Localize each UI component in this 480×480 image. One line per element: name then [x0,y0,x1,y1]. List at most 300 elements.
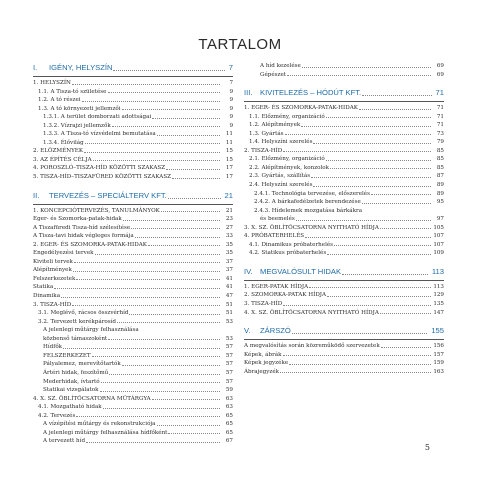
toc-entry[interactable] [33,369,233,378]
toc-entry[interactable] [33,343,233,352]
toc-entry-page-number: 9 [229,97,233,104]
dot-leader [76,279,220,280]
dot-leader [63,348,220,349]
toc-entry[interactable] [33,292,233,301]
toc-entry[interactable] [244,342,444,351]
dot-leader [168,433,220,434]
chapter-title: TERVEZÉS – SPECIÁLTERV KFT. [49,190,167,200]
dot-leader [109,374,220,375]
toc-entry-page-number: 7 [229,80,233,86]
toc-entry-title: Engedélyezési tervek [33,250,94,257]
toc-chapter-heading[interactable] [244,87,444,98]
toc-entry-title: 4.1. Dinamikus próbaterhelés [249,241,334,248]
dot-leader [108,339,220,340]
dot-leader [122,365,220,366]
toc-entry-title: 2.4.1. Technológia tervezése, előszerelés [254,190,370,197]
dot-leader [93,160,220,161]
toc-entry-page-number: 57 [225,369,233,376]
toc-entry-page-number: 15 [225,156,233,163]
dot-leader [152,118,220,119]
toc-entry-title: 1.1. Előzmény, organizáció [249,113,325,120]
toc-entry[interactable] [244,138,444,147]
dot-leader [74,262,220,263]
toc-entry-page-number: 57 [225,352,233,359]
dot-leader [334,245,431,246]
dot-leader [287,75,431,76]
dot-leader [296,220,431,221]
toc-entry-title: 1.3.3. A Tisza-tó vízvédelmi bemutatása [43,131,156,138]
toc-entry-page-number: 17 [225,174,233,181]
toc-entry[interactable] [244,224,444,233]
toc-entry-page-number: 65 [225,421,233,428]
toc-entry-title: 3. TISZA-HÍD [33,301,72,308]
toc-entry[interactable] [33,378,233,387]
dot-leader [289,364,431,365]
toc-entry-title: 2. TISZA-HÍD [244,147,283,154]
toc-entry-page-number: 71 [436,113,444,120]
toc-entry[interactable] [33,79,233,88]
toc-entry[interactable] [244,215,444,224]
toc-entry[interactable] [33,335,233,344]
chapter-number: IV. [244,266,253,276]
toc-entry[interactable] [33,412,233,421]
toc-entry-page-number: 95 [436,199,444,206]
toc-left-column [33,62,233,446]
toc-entry-page-number: 57 [225,378,233,385]
toc-entry-page-number: 21 [225,207,233,214]
toc-entry-title: Képek, ábrák [244,351,282,358]
chapter-divider [244,101,444,102]
toc-entry-title: FELSZERKEZET [43,352,91,359]
toc-entry-title: Eger- és Szomorka-patak-hidak [33,216,122,223]
toc-entry-title: 2. ELŐZMÉNYEK [33,148,84,155]
chapter-number: V. [244,326,251,336]
section-spacer [244,79,444,87]
toc-entry-title: közbenső támaszoként [43,335,108,342]
toc-entry-page-number: 107 [433,241,444,248]
chapter-divider [33,204,233,205]
dot-leader [311,177,431,178]
toc-entry-page-number: 9 [229,122,233,129]
chapter-page-number: 155 [431,326,444,336]
toc-entry-page-number: 27 [225,224,233,231]
toc-entry-page-number: 35 [225,241,233,248]
dot-leader [301,126,431,127]
toc-entry-title: 1.1. A Tisza-tó születése [38,88,107,95]
toc-entry[interactable] [244,207,444,216]
toc-entry-title: A Tisza-tavi hidak végleges formája [33,233,134,240]
toc-entry-page-number: 97 [436,216,444,223]
dot-leader [166,169,220,170]
toc-entry[interactable] [33,266,233,275]
dot-leader [326,160,431,161]
dot-leader [129,314,220,315]
dot-leader [326,117,431,118]
section-spacer [33,182,233,190]
chapter-page-number: 7 [228,63,233,72]
toc-entry-page-number: 73 [436,130,444,137]
toc-entry-title: 1. EGER-PATAK HÍDJA [244,283,309,290]
toc-right-column [244,62,444,376]
dot-leader [123,220,220,221]
toc-entry[interactable] [33,360,233,369]
dot-leader [283,355,432,356]
dot-leader [152,399,220,400]
dot-leader [161,211,220,212]
toc-entry[interactable] [244,71,444,80]
dot-leader [112,126,220,127]
toc-entry-page-number: 71 [436,105,444,112]
toc-entry-title: Dinamika [33,293,61,300]
toc-entry-title: 1. HELYSZÍN [33,80,71,86]
toc-entry-title: 2.3. Gyártás, szállítás [249,173,311,180]
toc-entry[interactable] [33,275,233,284]
chapter-title: MEGVALÓSULT HIDAK [260,266,342,276]
dot-leader [313,186,431,187]
toc-entry-page-number: 9 [229,88,233,95]
toc-entry[interactable] [244,121,444,130]
dot-leader [54,288,220,289]
toc-entry-page-number: 41 [225,275,233,282]
toc-entry-page-number: 11 [225,131,233,138]
toc-entry[interactable] [244,113,444,122]
toc-entry-title: 2. EGER- ÉS SZOMORKA-PATAK-HIDAK [33,241,147,248]
toc-entry-title: 3. TISZA-HÍD [244,301,283,308]
dot-leader [113,70,224,71]
toc-entry[interactable] [33,309,233,318]
chapter-title: KIVITELEZÉS – HÓDÚT KFT. [260,88,362,98]
toc-entry-page-number: 37 [225,267,233,274]
dot-leader [342,274,428,275]
dot-leader [61,297,220,298]
toc-entry-title: 1.2. A tó részei [38,97,81,104]
toc-entry-title: Képek jegyzéke [244,360,289,367]
toc-entry-title: A vízépítési műtárgy és rekonstrukciója [43,421,156,428]
toc-entry-page-number: 135 [433,301,444,308]
toc-entry-title: 2.4.2. A bárkafedélzetek berendezése [254,199,361,206]
toc-entry-title: 3. X. SZ. ÖBLÍTŐCSATORNA NYITHATÓ HÍDJA [244,224,379,231]
toc-entry[interactable] [33,173,233,182]
toc-entry-title: 3.2. Tervezett kerékpárosíd [38,318,117,325]
toc-chapter-heading[interactable] [244,325,444,336]
toc-entry-page-number: 89 [436,190,444,197]
dot-leader [168,198,221,199]
dot-leader [283,151,431,152]
page-number: 5 [424,443,430,452]
toc-entry[interactable] [33,147,233,156]
toc-entry[interactable] [244,164,444,173]
toc-entry-page-number: 53 [225,335,233,342]
toc-entry[interactable] [244,241,444,250]
toc-entry[interactable] [33,352,233,361]
section-spacer [244,258,444,266]
toc-entry-page-number: 156 [433,343,444,350]
toc-entry[interactable] [33,96,233,105]
toc-entry-title: 2.4. Helyszíni szerelés [249,182,313,189]
chapter-page-number: 113 [431,266,444,276]
toc-entry-title: Hídfők [43,344,63,351]
toc-entry[interactable] [33,241,233,250]
dot-leader [362,95,431,96]
toc-entry-title: A jelenlegi műtárgy felhasználása [43,327,139,334]
toc-entry[interactable] [33,113,233,122]
toc-entry[interactable] [244,130,444,139]
toc-entry-title: Statika [33,284,54,291]
toc-entry[interactable] [33,139,233,148]
toc-entry-title: 1.4. Helyszíni szerelés [249,139,313,146]
toc-entry-title: Mederhidak, ívtartó [43,378,100,385]
toc-entry-title: Alépítmények [33,267,72,274]
dot-leader [362,203,431,204]
toc-entry[interactable] [244,368,444,377]
toc-entry[interactable] [244,309,444,318]
toc-entry[interactable] [244,147,444,156]
toc-entry-title: 1.3. A tó környezeti jellemzői [38,105,121,112]
toc-entry[interactable] [33,105,233,114]
toc-chapter-heading[interactable] [33,190,233,201]
chapter-number: I. [33,63,38,72]
toc-entry-page-number: 113 [433,283,444,290]
toc-entry-page-number: 63 [225,404,233,411]
toc-entry-title: 2.2. Alépítmények, konzolok [249,164,330,171]
toc-entry-title: Ábrajegyzék [244,368,280,375]
toc-entry-title: Gépészet [260,71,287,78]
toc-entry[interactable] [33,326,233,335]
toc-entry[interactable] [33,164,233,173]
chapter-number: II. [33,190,40,200]
dot-leader [148,245,220,246]
toc-entry-title: 2.1. Előzmény, organizáció [249,156,325,163]
toc-entry-page-number: 35 [225,250,233,257]
dot-leader [327,296,431,297]
toc-entry-title: 3.1. Meglévő, rácsos összvérhíd [38,310,129,317]
toc-entry-title: 4. X. SZ. ÖBLÍTŐCSATORNA NYITHATÓ HÍDJA [244,309,379,316]
toc-entry[interactable] [244,232,444,241]
toc-entry-title: 4.2. Tervezés [38,412,76,419]
toc-entry-page-number: 47 [225,293,233,300]
dot-leader [283,305,431,306]
dot-leader [157,135,220,136]
toc-entry[interactable] [244,181,444,190]
toc-entry-page-number: 51 [225,301,233,308]
toc-entry[interactable] [33,429,233,438]
toc-entry-page-number: 41 [225,284,233,291]
toc-entry-title: 4. X. SZ. ÖBLÍTŐCSATORNA MŰTÁRGYA [33,395,151,402]
dot-leader [292,333,428,334]
toc-entry-page-number: 11 [225,139,233,146]
dot-leader [131,228,220,229]
toc-entry-title: 4. PRÓBATERHELÉS [244,233,305,240]
toc-entry-page-number: 85 [436,164,444,171]
toc-entry-title: 1.2. Alépítmények [249,122,301,129]
toc-entry-title: 1.3.4. Élővilág [43,139,84,146]
toc-entry-title: Felszerkezetek [33,275,76,282]
dot-leader [381,347,431,348]
toc-entry[interactable] [244,300,444,309]
toc-entry-title: A megvalósítás során közreműködő szervezetek [244,343,380,350]
dot-leader [285,134,431,135]
dot-leader [371,194,431,195]
toc-entry-title: 1.3. Gyártás [249,130,284,137]
toc-entry-page-number: 65 [225,412,233,419]
dot-leader [103,408,220,409]
toc-entry-page-number: 107 [433,233,444,240]
toc-entry-title: 5. TISZA-HÍD–TISZAFÜRED KÖZÖTTI SZAKASZ [33,174,172,181]
toc-entry[interactable] [33,249,233,258]
dot-leader [359,109,431,110]
toc-entry[interactable] [33,386,233,395]
toc-entry-page-number: 85 [436,156,444,163]
toc-entry-title: 1. EGER- ÉS SZOMORKA-PATAK-HIDAK [244,105,358,112]
dot-leader [73,271,220,272]
toc-entry-title: Kiviteli tervek [33,258,73,265]
toc-entry-title: 4.2. Statikus próbaterhelés [249,250,327,257]
toc-entry-page-number: 69 [436,63,444,69]
toc-entry-page-number: 67 [225,438,233,445]
dot-leader [76,416,220,417]
toc-entry-title: 4.1. Mozgatható hidak [38,404,102,411]
toc-entry[interactable] [244,291,444,300]
dot-leader [330,168,431,169]
toc-entry-title: 2.4.3. Hídelemek mozgatása bárkákra [254,207,363,214]
toc-entry-title: 2. SZOMORKA-PATAK HÍDJA [244,292,327,299]
dot-leader [108,92,221,93]
toc-entry-page-number: 9 [229,114,233,121]
toc-entry[interactable] [244,283,444,292]
toc-entry-title: 1.3.2. Vízrajzi jellemzők [43,122,111,129]
toc-entry-title: A híd kezelése [260,63,301,69]
dot-leader [327,254,431,255]
section-spacer [244,317,444,325]
toc-entry[interactable] [33,437,233,446]
toc-entry-page-number: 79 [436,139,444,146]
toc-entry[interactable] [33,207,233,216]
toc-entry[interactable] [33,224,233,233]
toc-entry[interactable] [33,232,233,241]
dot-leader [313,143,431,144]
dot-leader [280,372,431,373]
toc-entry-title: Pályalemez, merevítőtartók [43,361,121,368]
toc-entry[interactable] [244,172,444,181]
dot-leader [72,305,220,306]
toc-entry[interactable] [33,301,233,310]
toc-entry-title: A Tiszafüredi Tisza-híd szélesítése [33,224,131,231]
dot-leader [100,391,220,392]
toc-entry-title: 3. AZ ÉPÍTÉS CÉLJA [33,156,92,163]
chapter-page-number: 21 [224,190,233,200]
toc-entry-page-number: 105 [433,224,444,231]
toc-entry[interactable] [33,156,233,165]
dot-leader [72,84,220,85]
chapter-divider [244,339,444,340]
toc-entry-page-number: 69 [436,71,444,78]
toc-entry-page-number: 163 [433,368,444,375]
toc-entry-page-number: 147 [433,309,444,316]
toc-entry-title: Ártéri hidak, feszítőmű [43,369,109,376]
chapter-page-number: 71 [435,88,444,98]
dot-leader [122,109,220,110]
chapter-number: III. [244,88,253,98]
toc-entry-title: 1.3.1. A terület domborzati adottságai [43,114,152,121]
toc-entry-page-number: 109 [433,250,444,257]
toc-entry-page-number: 63 [225,395,233,402]
dot-leader [380,313,431,314]
dot-leader [95,254,220,255]
toc-entry-page-number: 71 [436,122,444,129]
toc-entry-page-number: 85 [436,147,444,154]
toc-entry[interactable] [33,88,233,97]
toc-entry[interactable] [244,359,444,368]
chapter-title: ZÁRSZÓ [260,326,291,336]
dot-leader [135,237,220,238]
dot-leader [380,228,431,229]
dot-leader [86,442,220,443]
toc-entry-page-number: 89 [436,182,444,189]
toc-entry[interactable] [244,198,444,207]
dot-leader [92,356,220,357]
toc-entry-page-number: 57 [225,344,233,351]
toc-entry-page-number: 59 [225,387,233,394]
toc-entry-page-number: 65 [225,429,233,436]
toc-entry-title: A tervezett híd [43,438,86,445]
toc-entry-page-number: 157 [433,351,444,358]
toc-entry[interactable] [33,403,233,412]
toc-entry-title: és beemelés [260,216,295,223]
dot-leader [305,237,431,238]
dot-leader [172,178,220,179]
toc-entry-title: Statikai vizsgálatok [43,387,99,394]
toc-entry[interactable] [33,420,233,429]
toc-entry[interactable] [244,155,444,164]
toc-entry[interactable] [33,283,233,292]
toc-chapter-heading[interactable] [244,266,444,277]
toc-entry-page-number: 57 [225,361,233,368]
dot-leader [82,101,220,102]
toc-entry[interactable] [33,130,233,139]
toc-entry-page-number: 15 [225,148,233,155]
toc-entry-page-number: 53 [225,318,233,325]
toc-entry[interactable] [33,122,233,131]
toc-entry-page-number: 159 [433,360,444,367]
toc-entry-title: 1. KONCEPCIÓTERVEZÉS, TANULMÁNYOK [33,207,160,214]
chapter-divider [33,76,233,77]
toc-entry[interactable] [244,249,444,258]
toc-entry[interactable] [244,351,444,360]
toc-entry[interactable] [244,104,444,113]
toc-entry-page-number: 33 [225,233,233,240]
toc-entry-page-number: 129 [433,292,444,299]
toc-entry[interactable] [244,62,444,71]
page-title: TARTALOM [198,36,282,53]
toc-chapter-heading[interactable] [33,62,233,73]
toc-entry-page-number: 9 [229,105,233,112]
dot-leader [84,152,220,153]
toc-entry[interactable] [33,215,233,224]
chapter-title: IGÉNY, HELYSZÍN [49,63,113,72]
dot-leader [85,143,220,144]
dot-leader [117,322,220,323]
dot-leader [101,382,220,383]
dot-leader [302,67,431,68]
toc-entry[interactable] [33,258,233,267]
toc-entry[interactable] [33,318,233,327]
toc-entry-page-number: 17 [225,165,233,172]
toc-entry[interactable] [244,190,444,199]
toc-entry-page-number: 51 [225,310,233,317]
toc-entry-page-number: 37 [225,258,233,265]
toc-entry[interactable] [33,395,233,404]
toc-entry-page-number: 87 [436,173,444,180]
